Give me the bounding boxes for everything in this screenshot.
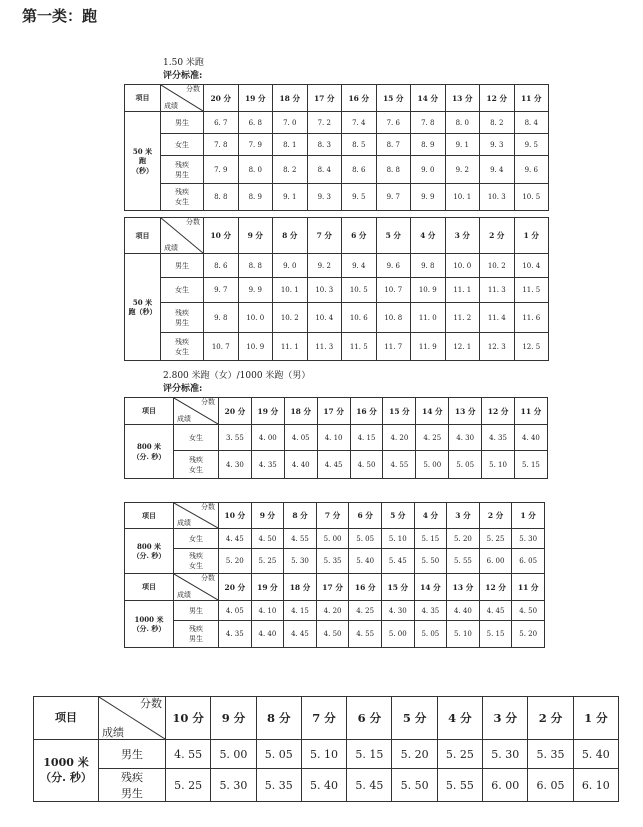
score-value: 4. 45 — [284, 621, 317, 648]
table-row — [125, 425, 548, 451]
score-header: 8 分 — [284, 503, 317, 529]
score-value: 4. 40 — [251, 621, 284, 648]
project-header: 项目 — [125, 85, 161, 112]
table-row — [125, 621, 545, 648]
score-value: 6. 05 — [512, 549, 545, 574]
score-value: 12. 3 — [480, 333, 515, 361]
score-value: 10. 0 — [445, 254, 480, 278]
header-diagonal-cell — [161, 85, 204, 112]
score-value: 6. 7 — [204, 112, 239, 134]
score-value: 8. 4 — [514, 112, 549, 134]
score-value: 5. 35 — [256, 769, 301, 802]
score-value: 8. 5 — [342, 134, 377, 156]
score-header: 18 分 — [284, 398, 317, 425]
score-value: 7. 8 — [204, 134, 239, 156]
score-header: 5 分 — [392, 697, 437, 740]
score-value: 9. 8 — [204, 303, 239, 333]
score-value: 4. 35 — [414, 601, 447, 621]
diag-score-label: 分数 — [186, 85, 200, 93]
score-value: 11. 6 — [514, 303, 549, 333]
table-row — [125, 184, 549, 211]
score-value: 4. 50 — [350, 451, 383, 479]
score-header: 3 分 — [445, 218, 480, 254]
score-header: 1 分 — [573, 697, 618, 740]
score-header: 6 分 — [349, 503, 382, 529]
score-header: 16 分 — [349, 574, 382, 601]
group-label: 男生 — [161, 112, 204, 134]
event-cell: 50 米 跑 （秒） — [125, 112, 161, 211]
score-value: 10. 4 — [307, 303, 342, 333]
group-label: 男生 — [99, 740, 166, 769]
score-value: 7. 6 — [376, 112, 411, 134]
score-header: 11 分 — [512, 574, 545, 601]
score-value: 8. 0 — [238, 156, 273, 184]
score-value: 6. 10 — [573, 769, 618, 802]
header-row — [125, 398, 548, 425]
table-row — [125, 254, 549, 278]
score-value: 8. 6 — [342, 156, 377, 184]
score-value: 9. 0 — [411, 156, 446, 184]
score-value: 10. 7 — [204, 333, 239, 361]
score-value: 5. 25 — [437, 740, 482, 769]
score-value: 8. 0 — [445, 112, 480, 134]
score-value: 4. 40 — [515, 425, 548, 451]
score-value: 6. 05 — [528, 769, 573, 802]
score-value: 5. 15 — [479, 621, 512, 648]
score-value: 4. 30 — [449, 425, 482, 451]
score-value: 4. 40 — [284, 451, 317, 479]
score-value: 9. 4 — [480, 156, 515, 184]
score-value: 11. 3 — [307, 333, 342, 361]
score-value: 5. 55 — [447, 549, 480, 574]
score-value: 5. 10 — [301, 740, 346, 769]
score-header: 9 分 — [251, 503, 284, 529]
score-value: 6. 8 — [238, 112, 273, 134]
score-value: 10. 0 — [238, 303, 273, 333]
score-value: 10. 5 — [514, 184, 549, 211]
score-value: 9. 1 — [273, 184, 308, 211]
event-cell: 1000 米 （分. 秒） — [125, 601, 174, 648]
project-header: 项目 — [125, 503, 174, 529]
event-cell: 800 米 （分. 秒） — [125, 425, 174, 479]
score-value: 5. 40 — [301, 769, 346, 802]
group-label: 残疾 男生 — [161, 156, 204, 184]
score-value: 4. 25 — [349, 601, 382, 621]
score-value: 8. 2 — [273, 156, 308, 184]
score-header: 12 分 — [479, 574, 512, 601]
score-value: 5. 45 — [347, 769, 392, 802]
diag-result-label: 成绩 — [164, 244, 178, 252]
diag-score-label: 分数 — [201, 574, 215, 582]
score-value: 11. 7 — [376, 333, 411, 361]
score-value: 5. 20 — [512, 621, 545, 648]
score-value: 10. 6 — [342, 303, 377, 333]
score-value: 10. 3 — [307, 278, 342, 303]
score-value: 8. 2 — [480, 112, 515, 134]
score-value: 5. 30 — [512, 529, 545, 549]
score-value: 12. 5 — [514, 333, 549, 361]
score-value: 11. 5 — [514, 278, 549, 303]
score-header: 2 分 — [480, 218, 515, 254]
table-row — [125, 303, 549, 333]
score-header: 15 分 — [383, 398, 416, 425]
score-header: 16 分 — [350, 398, 383, 425]
score-value: 5. 05 — [449, 451, 482, 479]
score-value: 12. 1 — [445, 333, 480, 361]
score-value: 11. 4 — [480, 303, 515, 333]
group-label: 残疾 女生 — [174, 549, 219, 574]
section-50m-subtitle: 评分标准: — [163, 71, 203, 81]
score-value: 5. 25 — [251, 549, 284, 574]
score-value: 9. 6 — [376, 254, 411, 278]
score-header: 4 分 — [437, 697, 482, 740]
score-header: 17 分 — [317, 398, 350, 425]
table-row — [125, 278, 549, 303]
score-value: 8. 8 — [238, 254, 273, 278]
score-header: 3 分 — [483, 697, 528, 740]
score-header: 10 分 — [166, 697, 211, 740]
score-value: 5. 40 — [573, 740, 618, 769]
event-cell: 800 米 （分. 秒） — [125, 529, 174, 574]
score-value: 8. 9 — [238, 184, 273, 211]
score-value: 5. 30 — [483, 740, 528, 769]
project-header: 项目 — [34, 697, 99, 740]
header-diagonal-cell — [161, 218, 204, 254]
score-value: 9. 5 — [514, 134, 549, 156]
score-value: 8. 3 — [307, 134, 342, 156]
score-value: 4. 55 — [349, 621, 382, 648]
score-value: 10. 8 — [376, 303, 411, 333]
diag-result-label: 成绩 — [177, 415, 191, 423]
table-row — [125, 156, 549, 184]
score-header: 9 分 — [211, 697, 256, 740]
score-value: 11. 5 — [342, 333, 377, 361]
group-label: 残疾 男生 — [99, 769, 166, 802]
score-value: 4. 30 — [381, 601, 414, 621]
score-value: 10. 5 — [342, 278, 377, 303]
group-label: 残疾 男生 — [161, 303, 204, 333]
score-value: 4. 05 — [219, 601, 252, 621]
score-header: 10 分 — [204, 218, 239, 254]
score-header: 7 分 — [316, 503, 349, 529]
score-header: 18 分 — [273, 85, 308, 112]
score-value: 4. 45 — [219, 529, 252, 549]
score-value: 5. 05 — [414, 621, 447, 648]
score-header: 4 分 — [411, 218, 446, 254]
group-label: 残疾 女生 — [161, 333, 204, 361]
score-value: 5. 10 — [482, 451, 515, 479]
diag-score-label: 分数 — [140, 697, 162, 710]
header-row — [34, 697, 619, 740]
score-value: 4. 45 — [317, 451, 350, 479]
score-value: 5. 00 — [416, 451, 449, 479]
score-value: 10. 9 — [238, 333, 273, 361]
table-800m-1000m — [124, 502, 545, 648]
table-row — [125, 333, 549, 361]
score-value: 5. 10 — [447, 621, 480, 648]
score-header: 17 分 — [307, 85, 342, 112]
score-value: 5. 20 — [392, 740, 437, 769]
score-value: 11. 2 — [445, 303, 480, 333]
header-diagonal-cell — [174, 503, 219, 529]
score-value: 4. 00 — [251, 425, 284, 451]
score-value: 5. 35 — [316, 549, 349, 574]
score-value: 10. 4 — [514, 254, 549, 278]
score-header: 7 分 — [301, 697, 346, 740]
score-value: 5. 50 — [414, 549, 447, 574]
score-value: 5. 30 — [284, 549, 317, 574]
score-header: 14 分 — [416, 398, 449, 425]
section-50m-title: 1.50 米跑 — [163, 58, 204, 68]
score-value: 5. 20 — [447, 529, 480, 549]
score-value: 4. 55 — [166, 740, 211, 769]
score-value: 7. 9 — [238, 134, 273, 156]
score-value: 8. 7 — [376, 134, 411, 156]
group-label: 女生 — [174, 529, 219, 549]
score-header: 13 分 — [449, 398, 482, 425]
score-value: 5. 40 — [349, 549, 382, 574]
header-diagonal-cell — [174, 398, 219, 425]
table-row — [125, 601, 545, 621]
score-value: 5. 05 — [256, 740, 301, 769]
page-heading: 第一类：跑 — [22, 7, 98, 25]
score-header: 12 分 — [480, 85, 515, 112]
score-header: 20 分 — [204, 85, 239, 112]
score-value: 10. 9 — [411, 278, 446, 303]
score-header: 2 分 — [479, 503, 512, 529]
score-value: 4. 50 — [316, 621, 349, 648]
group-label: 男生 — [161, 254, 204, 278]
score-value: 9. 1 — [445, 134, 480, 156]
score-header: 12 分 — [482, 398, 515, 425]
score-header: 10 分 — [219, 503, 252, 529]
table-row — [34, 769, 619, 802]
score-value: 4. 20 — [383, 425, 416, 451]
score-value: 5. 10 — [381, 529, 414, 549]
header-diagonal-cell — [99, 697, 166, 740]
table-row — [125, 112, 549, 134]
header-diagonal-cell — [174, 574, 219, 601]
score-value: 4. 40 — [447, 601, 480, 621]
score-header: 19 分 — [251, 398, 284, 425]
score-value: 5. 50 — [392, 769, 437, 802]
score-value: 5. 00 — [316, 529, 349, 549]
score-value: 5. 00 — [211, 740, 256, 769]
score-header: 1 分 — [512, 503, 545, 529]
score-value: 4. 50 — [251, 529, 284, 549]
score-value: 11. 3 — [480, 278, 515, 303]
score-header: 14 分 — [414, 574, 447, 601]
score-value: 11. 9 — [411, 333, 446, 361]
score-value: 4. 35 — [219, 621, 252, 648]
event-cell: 50 米 跑（秒） — [125, 254, 161, 361]
score-value: 9. 5 — [342, 184, 377, 211]
score-value: 4. 55 — [383, 451, 416, 479]
table-row — [125, 529, 545, 549]
table-row — [125, 451, 548, 479]
diag-score-label: 分数 — [186, 218, 200, 226]
score-header: 13 分 — [447, 574, 480, 601]
diag-result-label: 成绩 — [177, 519, 191, 527]
event-cell: 1000 米 （分. 秒） — [34, 740, 99, 802]
score-value: 4. 25 — [416, 425, 449, 451]
score-header: 16 分 — [342, 85, 377, 112]
score-header: 20 分 — [219, 398, 252, 425]
diag-result-label: 成绩 — [102, 726, 124, 739]
score-header: 20 分 — [219, 574, 252, 601]
score-value: 5. 00 — [381, 621, 414, 648]
table-1000m-low — [33, 696, 619, 802]
score-header: 8 分 — [256, 697, 301, 740]
score-value: 5. 55 — [437, 769, 482, 802]
section-800m-subtitle: 评分标准: — [163, 384, 203, 394]
score-value: 4. 50 — [512, 601, 545, 621]
score-value: 10. 1 — [445, 184, 480, 211]
score-value: 7. 2 — [307, 112, 342, 134]
score-value: 5. 20 — [219, 549, 252, 574]
score-value: 5. 15 — [347, 740, 392, 769]
diag-result-label: 成绩 — [164, 102, 178, 110]
score-header: 5 分 — [376, 218, 411, 254]
score-value: 4. 20 — [316, 601, 349, 621]
score-header: 11 分 — [515, 398, 548, 425]
score-value: 4. 30 — [219, 451, 252, 479]
score-value: 4. 05 — [284, 425, 317, 451]
score-value: 5. 35 — [528, 740, 573, 769]
score-value: 6. 00 — [479, 549, 512, 574]
score-value: 4. 10 — [317, 425, 350, 451]
score-value: 4. 35 — [251, 451, 284, 479]
section-800m-title: 2.800 米跑（女）/1000 米跑（男） — [163, 371, 311, 381]
score-header: 4 分 — [414, 503, 447, 529]
diag-result-label: 成绩 — [177, 591, 191, 599]
score-header: 18 分 — [284, 574, 317, 601]
score-value: 9. 6 — [514, 156, 549, 184]
score-value: 7. 9 — [204, 156, 239, 184]
score-header: 6 分 — [342, 218, 377, 254]
score-value: 11. 1 — [273, 333, 308, 361]
table-row — [125, 134, 549, 156]
score-value: 5. 45 — [381, 549, 414, 574]
table-800m-high — [124, 397, 548, 479]
score-header: 9 分 — [238, 218, 273, 254]
score-value: 8. 8 — [204, 184, 239, 211]
score-header: 19 分 — [251, 574, 284, 601]
score-value: 11. 1 — [445, 278, 480, 303]
score-value: 10. 2 — [480, 254, 515, 278]
score-value: 9. 4 — [342, 254, 377, 278]
header-row — [125, 503, 545, 529]
header-row — [125, 218, 549, 254]
project-header: 项目 — [125, 574, 174, 601]
score-value: 7. 8 — [411, 112, 446, 134]
score-value: 6. 00 — [483, 769, 528, 802]
score-value: 4. 45 — [479, 601, 512, 621]
score-value: 7. 0 — [273, 112, 308, 134]
score-value: 4. 15 — [350, 425, 383, 451]
score-header: 8 分 — [273, 218, 308, 254]
diag-score-label: 分数 — [201, 503, 215, 511]
score-value: 9. 9 — [238, 278, 273, 303]
score-value: 10. 1 — [273, 278, 308, 303]
score-header: 15 分 — [381, 574, 414, 601]
score-value: 4. 10 — [251, 601, 284, 621]
score-value: 8. 8 — [376, 156, 411, 184]
project-header: 项目 — [125, 398, 174, 425]
score-value: 11. 0 — [411, 303, 446, 333]
score-value: 9. 7 — [376, 184, 411, 211]
score-value: 9. 7 — [204, 278, 239, 303]
score-header: 11 分 — [514, 85, 549, 112]
score-value: 5. 25 — [479, 529, 512, 549]
score-header: 3 分 — [447, 503, 480, 529]
score-value: 9. 9 — [411, 184, 446, 211]
table-50m-high — [124, 84, 549, 211]
score-value: 8. 9 — [411, 134, 446, 156]
table-row — [125, 549, 545, 574]
table-row — [34, 740, 619, 769]
group-label: 女生 — [174, 425, 219, 451]
score-header: 5 分 — [381, 503, 414, 529]
score-value: 8. 1 — [273, 134, 308, 156]
score-value: 9. 0 — [273, 254, 308, 278]
score-value: 9. 3 — [307, 184, 342, 211]
score-header: 1 分 — [514, 218, 549, 254]
group-label: 女生 — [161, 278, 204, 303]
table-50m-low — [124, 217, 549, 361]
group-label: 残疾 女生 — [174, 451, 219, 479]
score-value: 10. 3 — [480, 184, 515, 211]
score-value: 5. 15 — [515, 451, 548, 479]
score-value: 9. 2 — [307, 254, 342, 278]
header-row — [125, 85, 549, 112]
score-header: 14 分 — [411, 85, 446, 112]
score-value: 10. 7 — [376, 278, 411, 303]
group-label: 残疾 女生 — [161, 184, 204, 211]
diag-score-label: 分数 — [201, 398, 215, 406]
score-value: 4. 35 — [482, 425, 515, 451]
score-header: 19 分 — [238, 85, 273, 112]
score-value: 10. 2 — [273, 303, 308, 333]
score-value: 9. 8 — [411, 254, 446, 278]
group-label: 女生 — [161, 134, 204, 156]
score-value: 8. 4 — [307, 156, 342, 184]
score-header: 7 分 — [307, 218, 342, 254]
score-value: 5. 05 — [349, 529, 382, 549]
score-value: 8. 6 — [204, 254, 239, 278]
score-value: 5. 15 — [414, 529, 447, 549]
score-header: 2 分 — [528, 697, 573, 740]
score-header: 13 分 — [445, 85, 480, 112]
score-value: 9. 2 — [445, 156, 480, 184]
score-header: 17 分 — [316, 574, 349, 601]
group-label: 残疾 男生 — [174, 621, 219, 648]
score-value: 9. 3 — [480, 134, 515, 156]
score-value: 4. 15 — [284, 601, 317, 621]
group-label: 男生 — [174, 601, 219, 621]
score-value: 5. 25 — [166, 769, 211, 802]
score-value: 7. 4 — [342, 112, 377, 134]
score-value: 3. 55 — [219, 425, 252, 451]
score-value: 4. 55 — [284, 529, 317, 549]
project-header: 项目 — [125, 218, 161, 254]
score-header: 6 分 — [347, 697, 392, 740]
header-row — [125, 574, 545, 601]
score-value: 5. 30 — [211, 769, 256, 802]
score-header: 15 分 — [376, 85, 411, 112]
